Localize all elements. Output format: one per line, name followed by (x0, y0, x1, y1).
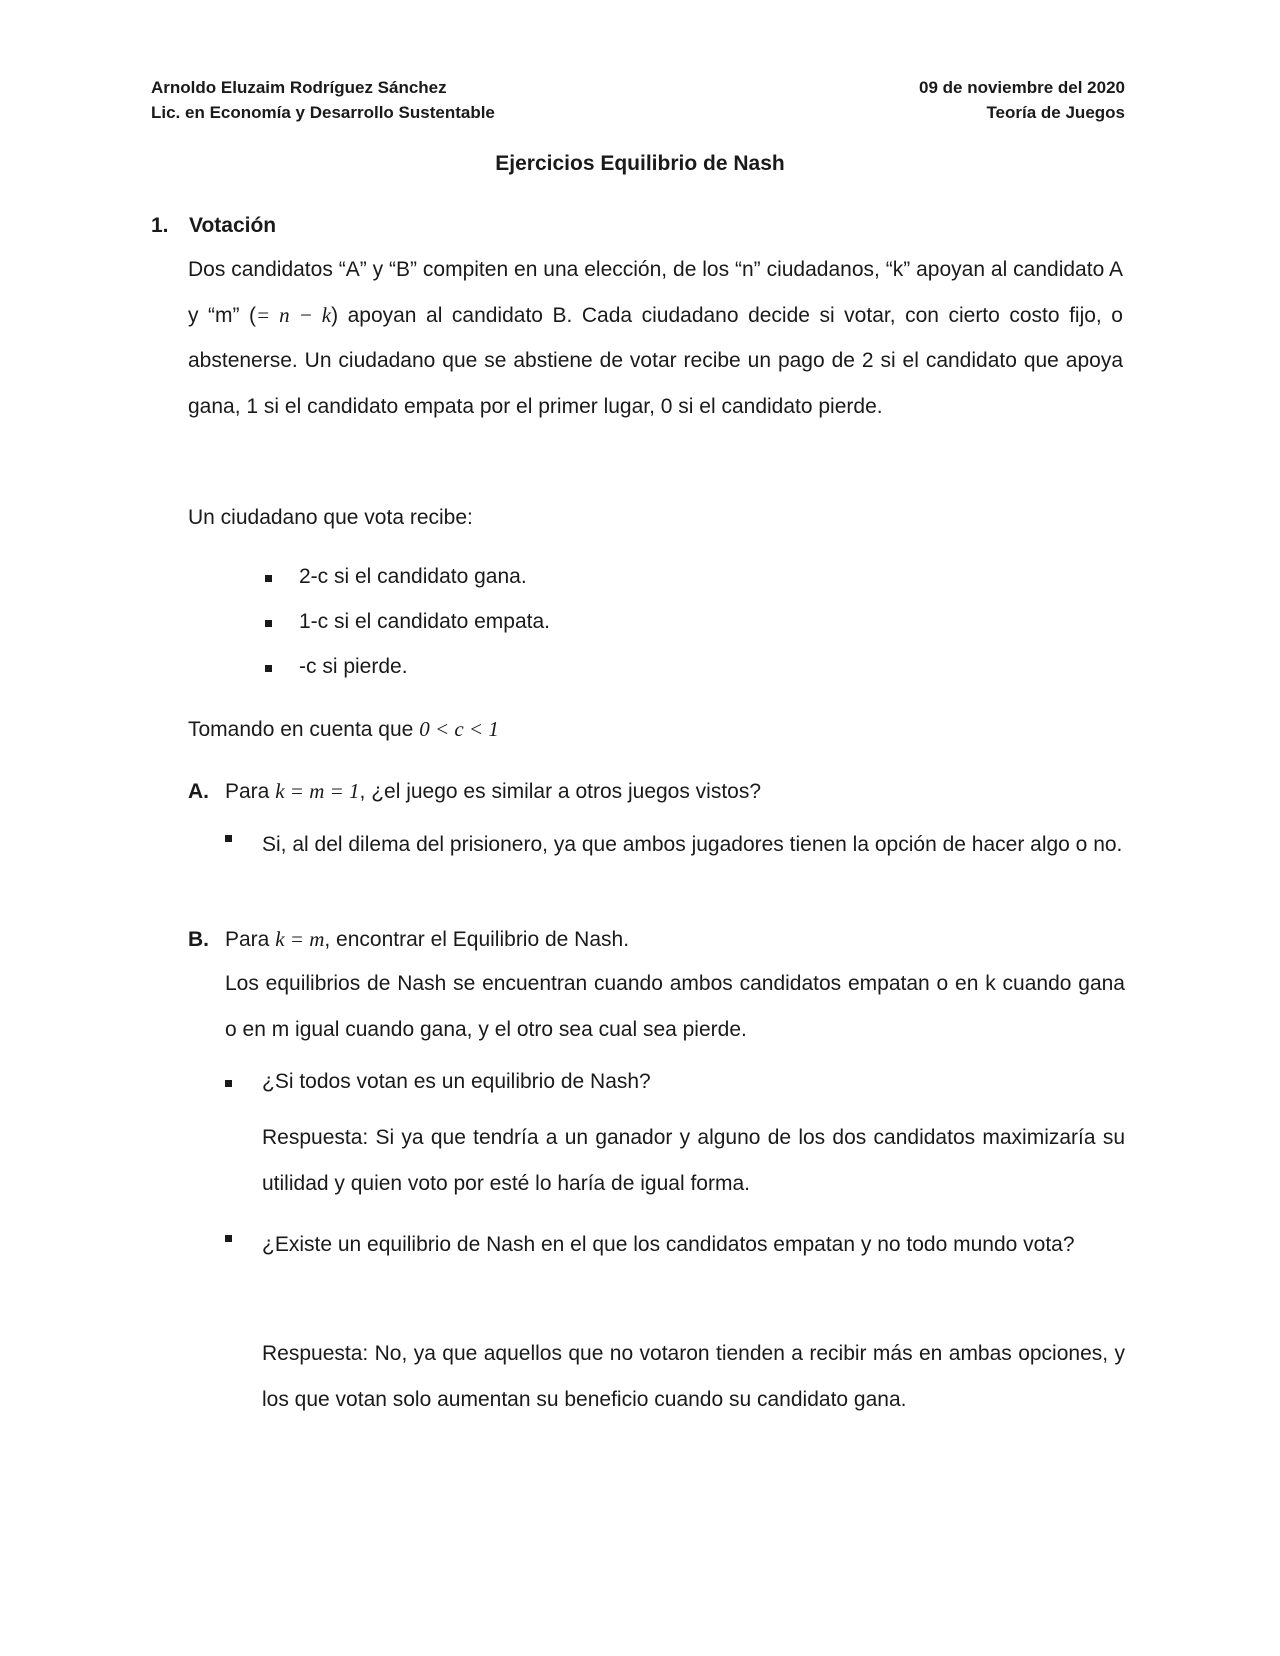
answer-a-item (225, 822, 1125, 912)
square-bullet-icon (225, 835, 232, 842)
square-bullet-icon (265, 620, 272, 627)
header-left (151, 75, 495, 125)
payoff-item (265, 562, 865, 592)
condition-math: 0 < c < 1 (419, 717, 499, 741)
document-date: 09 de noviembre del 2020 (919, 78, 1125, 97)
voter-intro: Un ciudadano que vota recibe: (188, 506, 473, 529)
answer-a-text: Si, al del dilema del prisionero, ya que ambos jugadores tienen la opción de hacer algo o no. (262, 833, 1123, 856)
intro-text-b: ) apoyan al candidato B. Cada ciudadano decide si votar, con cierto costo fijo, o abstenerse. Un ciudadano que se abstiene de votar recibe un pago de 2 si el candidato que apoya gana, 1 si el candidato empata por el primer lugar, 0 si el candidato pierde. (188, 303, 1123, 418)
square-bullet-icon (265, 665, 272, 672)
payoff-item (265, 652, 865, 682)
question-b-letter: B. (188, 928, 209, 951)
payoff-item (265, 607, 865, 637)
question-b-text: , encontrar el Equilibrio de Nash. (324, 928, 630, 951)
question-a-letter: A. (188, 780, 209, 803)
square-bullet-icon (225, 1080, 232, 1087)
sub-answer-2: Respuesta: No, ya que aquellos que no votaron tienden a recibir más en ambas opciones, y los que votan solo aumentan su beneficio cuando su candidato gana. (262, 1342, 1125, 1411)
sub-answer-1: Respuesta: Si ya que tendría a un ganador y alguno de los dos candidatos maximizaría su utilidad y quien voto por esté lo haría de igual forma. (262, 1126, 1125, 1195)
program-name: Lic. en Economía y Desarrollo Sustentable (151, 103, 495, 122)
condition-text: Tomando en cuenta que (188, 718, 414, 741)
sub-question-2 (225, 1222, 1125, 1312)
question-a (188, 776, 761, 807)
question-a-pre: Para (225, 780, 270, 803)
course-name: Teoría de Juegos (986, 103, 1125, 122)
square-bullet-icon (225, 1235, 232, 1242)
payoff-text: -c si pierde. (299, 655, 408, 678)
sub-question-1 (225, 1067, 1125, 1097)
condition-line (188, 714, 499, 745)
intro-paragraph (188, 247, 1123, 429)
author-name: Arnoldo Eluzaim Rodríguez Sánchez (151, 78, 447, 97)
question-b-math: k = m (275, 927, 325, 951)
question-a-math: k = m = 1 (275, 779, 360, 803)
square-bullet-icon (265, 575, 272, 582)
payoff-text: 2-c si el candidato gana. (299, 565, 527, 588)
sub-question-2-text: ¿Existe un equilibrio de Nash en el que los candidatos empatan y no todo mundo vota? (262, 1233, 1075, 1256)
section-title: Votación (189, 214, 277, 237)
question-b-pre: Para (225, 928, 270, 951)
header-right (919, 75, 1125, 125)
page-title: Ejercicios Equilibrio de Nash (495, 152, 785, 175)
section-heading (151, 214, 276, 238)
question-b (188, 924, 629, 955)
intro-text-a: Dos candidatos “A” y “B” compiten en una elección, de los “n” ciudadanos, “k” apoyan al candidato A y “m” ( (188, 258, 1123, 327)
sub-question-1-text: ¿Si todos votan es un equilibrio de Nash? (262, 1070, 651, 1093)
section-number: 1. (151, 214, 169, 237)
payoff-text: 1-c si el candidato empata. (299, 610, 550, 633)
question-a-text: , ¿el juego es similar a otros juegos vistos? (359, 780, 762, 803)
intro-math: = n − k (256, 302, 332, 327)
question-b-explanation: Los equilibrios de Nash se encuentran cuando ambos candidatos empatan o en k cuando gana o en m igual cuando gana, y el otro sea cual sea pierde. (225, 972, 1125, 1041)
